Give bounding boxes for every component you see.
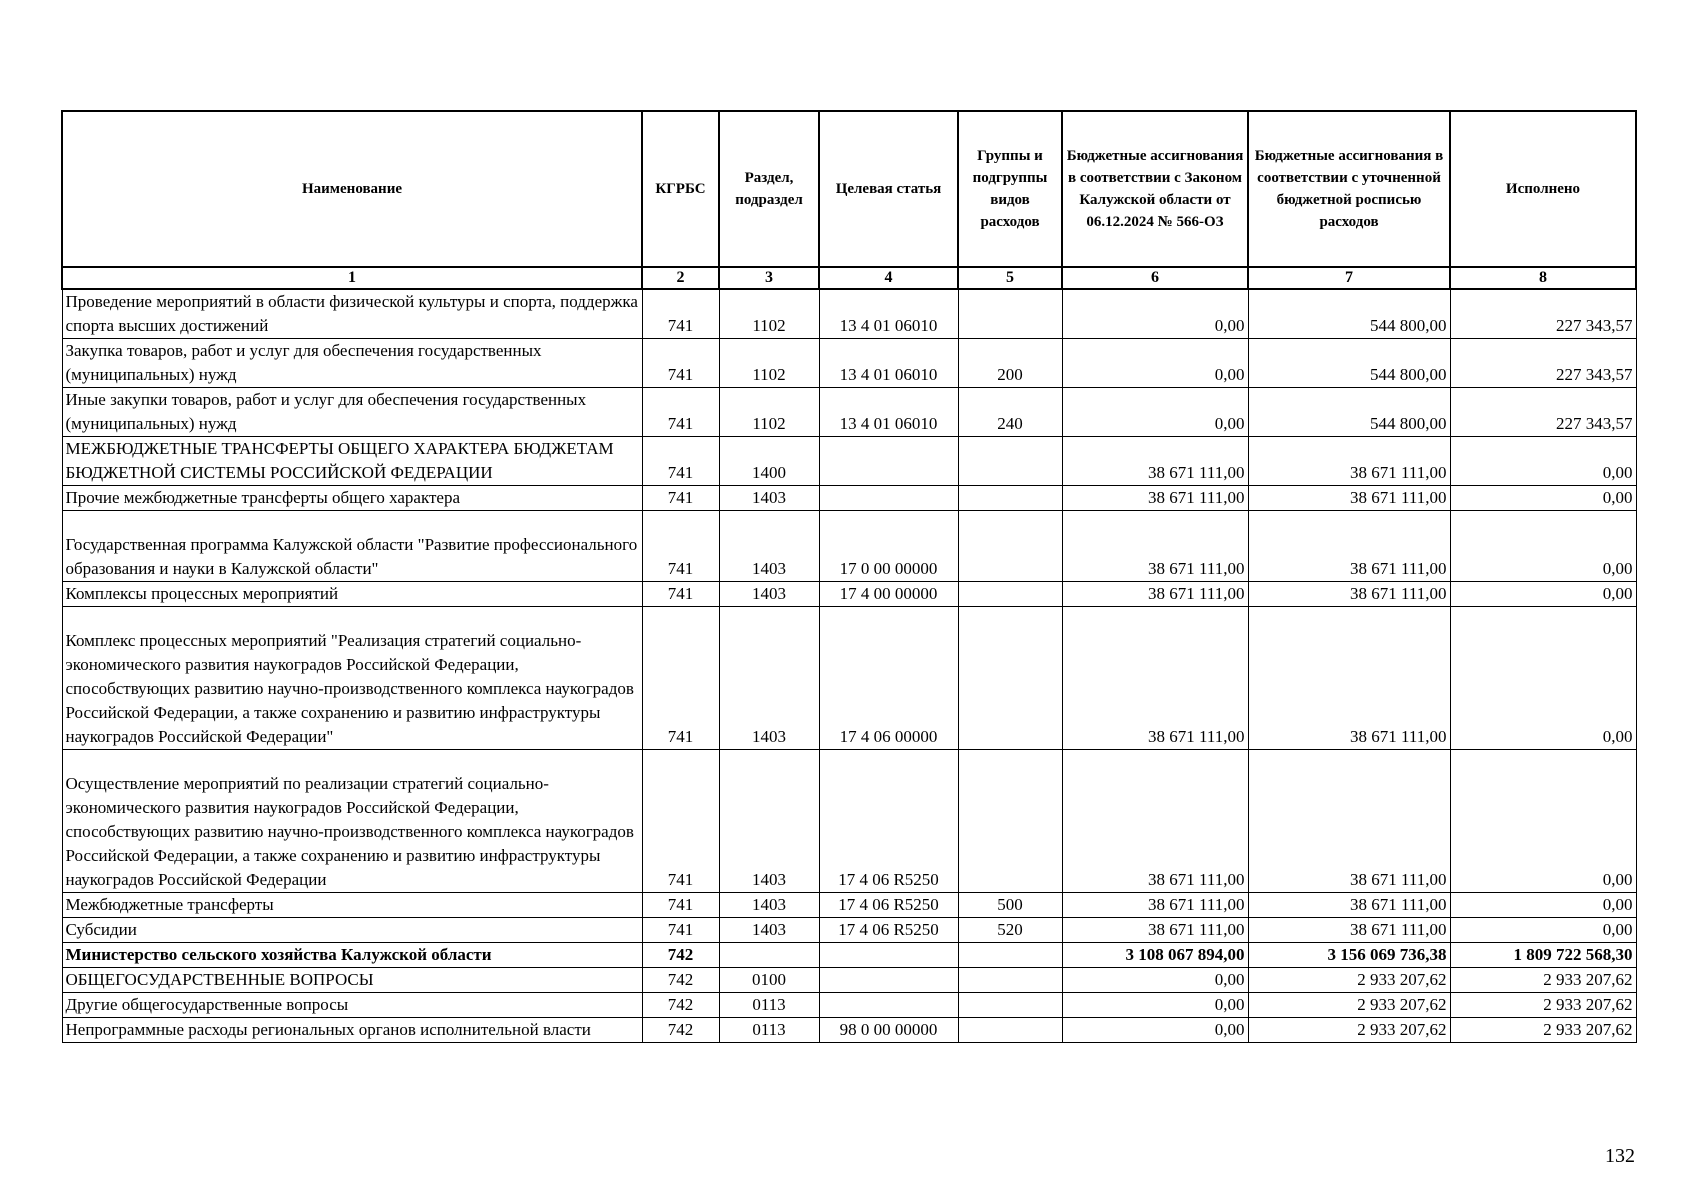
row-law-amount: 3 108 067 894,00: [1062, 943, 1248, 968]
row-name: Межбюджетные трансферты: [62, 893, 642, 918]
row-revised-amount: 2 933 207,62: [1248, 968, 1450, 993]
table-row: [62, 511, 1636, 582]
table-row: [62, 388, 1636, 437]
row-name: Прочие межбюджетные трансферты общего характера: [62, 486, 642, 511]
row-executed-amount: 1 809 722 568,30: [1450, 943, 1636, 968]
row-target-article: 98 0 00 00000: [819, 1018, 958, 1043]
table-row: [62, 943, 1636, 968]
row-kgrbs: 741: [642, 339, 719, 388]
page-number: 132: [1605, 1145, 1635, 1167]
row-section: [719, 943, 819, 968]
row-name: Государственная программа Калужской области "Развитие профессионального образования и науки в Калужской области": [62, 511, 642, 582]
row-expense-group: [958, 750, 1062, 893]
header-expense-groups: Группы и подгруппы видов расходов: [958, 111, 1062, 267]
row-executed-amount: 0,00: [1450, 486, 1636, 511]
row-section: 1403: [719, 582, 819, 607]
column-number-row: [62, 267, 1636, 289]
row-law-amount: 0,00: [1062, 993, 1248, 1018]
row-law-amount: 38 671 111,00: [1062, 582, 1248, 607]
row-section: 0100: [719, 968, 819, 993]
row-revised-amount: 2 933 207,62: [1248, 1018, 1450, 1043]
row-section: 1102: [719, 388, 819, 437]
header-revised-appropriations: Бюджетные ассигнования в соответствии с уточненной бюджетной росписью расходов: [1248, 111, 1450, 267]
row-revised-amount: 38 671 111,00: [1248, 437, 1450, 486]
row-section: 1403: [719, 893, 819, 918]
column-number: 3: [719, 267, 819, 289]
row-kgrbs: 742: [642, 943, 719, 968]
row-name: МЕЖБЮДЖЕТНЫЕ ТРАНСФЕРТЫ ОБЩЕГО ХАРАКТЕРА БЮДЖЕТАМ БЮДЖЕТНОЙ СИСТЕМЫ РОССИЙСКОЙ ФЕДЕРАЦИИ: [62, 437, 642, 486]
row-expense-group: 200: [958, 339, 1062, 388]
row-expense-group: [958, 511, 1062, 582]
row-name: Комплексы процессных мероприятий: [62, 582, 642, 607]
row-executed-amount: 2 933 207,62: [1450, 968, 1636, 993]
column-number: 7: [1248, 267, 1450, 289]
column-number: 1: [62, 267, 642, 289]
row-name: Иные закупки товаров, работ и услуг для обеспечения государственных (муниципальных) нужд: [62, 388, 642, 437]
table-row: [62, 339, 1636, 388]
row-law-amount: 38 671 111,00: [1062, 607, 1248, 750]
row-target-article: 17 4 06 R5250: [819, 893, 958, 918]
row-kgrbs: 741: [642, 750, 719, 893]
header-executed: Исполнено: [1450, 111, 1636, 267]
row-kgrbs: 742: [642, 1018, 719, 1043]
row-law-amount: 0,00: [1062, 289, 1248, 339]
table-row: [62, 918, 1636, 943]
row-executed-amount: 0,00: [1450, 582, 1636, 607]
row-kgrbs: 741: [642, 511, 719, 582]
row-kgrbs: 741: [642, 582, 719, 607]
row-name: Непрограммные расходы региональных органов исполнительной власти: [62, 1018, 642, 1043]
row-executed-amount: 227 343,57: [1450, 289, 1636, 339]
row-section: 1403: [719, 918, 819, 943]
table-row: [62, 486, 1636, 511]
row-name: Субсидии: [62, 918, 642, 943]
column-number: 8: [1450, 267, 1636, 289]
row-revised-amount: 38 671 111,00: [1248, 607, 1450, 750]
row-expense-group: [958, 437, 1062, 486]
row-expense-group: 240: [958, 388, 1062, 437]
row-revised-amount: 38 671 111,00: [1248, 750, 1450, 893]
row-law-amount: 0,00: [1062, 968, 1248, 993]
row-law-amount: 0,00: [1062, 1018, 1248, 1043]
row-section: 0113: [719, 993, 819, 1018]
row-name: Закупка товаров, работ и услуг для обеспечения государственных (муниципальных) нужд: [62, 339, 642, 388]
row-law-amount: 38 671 111,00: [1062, 750, 1248, 893]
row-target-article: 17 4 06 R5250: [819, 918, 958, 943]
row-law-amount: 38 671 111,00: [1062, 893, 1248, 918]
row-revised-amount: 38 671 111,00: [1248, 918, 1450, 943]
row-target-article: 17 4 06 R5250: [819, 750, 958, 893]
row-executed-amount: 0,00: [1450, 750, 1636, 893]
header-row: [62, 111, 1636, 267]
row-expense-group: [958, 993, 1062, 1018]
row-kgrbs: 741: [642, 388, 719, 437]
row-expense-group: [958, 607, 1062, 750]
row-target-article: 13 4 01 06010: [819, 388, 958, 437]
table-row: [62, 1018, 1636, 1043]
row-section: 1403: [719, 511, 819, 582]
row-executed-amount: 0,00: [1450, 511, 1636, 582]
row-revised-amount: 544 800,00: [1248, 339, 1450, 388]
row-executed-amount: 0,00: [1450, 893, 1636, 918]
row-kgrbs: 742: [642, 993, 719, 1018]
row-kgrbs: 741: [642, 437, 719, 486]
row-law-amount: 0,00: [1062, 339, 1248, 388]
row-name: Проведение мероприятий в области физической культуры и спорта, поддержка спорта высших достижений: [62, 289, 642, 339]
row-target-article: [819, 437, 958, 486]
row-target-article: 17 4 06 00000: [819, 607, 958, 750]
row-target-article: 17 0 00 00000: [819, 511, 958, 582]
table-row: [62, 607, 1636, 750]
row-name: Министерство сельского хозяйства Калужской области: [62, 943, 642, 968]
row-section: 1403: [719, 750, 819, 893]
row-executed-amount: 227 343,57: [1450, 339, 1636, 388]
budget-execution-table: [61, 110, 1637, 1043]
row-expense-group: 500: [958, 893, 1062, 918]
row-expense-group: [958, 943, 1062, 968]
column-number: 6: [1062, 267, 1248, 289]
header-section: Раздел, подраздел: [719, 111, 819, 267]
row-target-article: 13 4 01 06010: [819, 339, 958, 388]
row-law-amount: 0,00: [1062, 388, 1248, 437]
row-law-amount: 38 671 111,00: [1062, 918, 1248, 943]
column-number: 5: [958, 267, 1062, 289]
row-expense-group: [958, 486, 1062, 511]
row-kgrbs: 741: [642, 486, 719, 511]
row-kgrbs: 742: [642, 968, 719, 993]
row-executed-amount: 0,00: [1450, 918, 1636, 943]
row-target-article: 13 4 01 06010: [819, 289, 958, 339]
row-law-amount: 38 671 111,00: [1062, 511, 1248, 582]
row-section: 1403: [719, 607, 819, 750]
column-number: 2: [642, 267, 719, 289]
row-name: ОБЩЕГОСУДАРСТВЕННЫЕ ВОПРОСЫ: [62, 968, 642, 993]
row-name: Комплекс процессных мероприятий "Реализация стратегий социально-экономического развития наукоградов Российской Федерации, способствующих развитию научно-производственного комплекса наукоградов Российской Федерации, а также сохранению и развитию инфраструктуры наукоградов Российской Федерации": [62, 607, 642, 750]
row-kgrbs: 741: [642, 607, 719, 750]
row-kgrbs: 741: [642, 893, 719, 918]
row-target-article: [819, 486, 958, 511]
row-executed-amount: 2 933 207,62: [1450, 1018, 1636, 1043]
row-executed-amount: 0,00: [1450, 607, 1636, 750]
budget-table-container: [61, 110, 1635, 1043]
row-kgrbs: 741: [642, 289, 719, 339]
row-law-amount: 38 671 111,00: [1062, 437, 1248, 486]
row-section: 1400: [719, 437, 819, 486]
table-row: [62, 750, 1636, 893]
row-expense-group: [958, 1018, 1062, 1043]
row-target-article: [819, 943, 958, 968]
row-executed-amount: 0,00: [1450, 437, 1636, 486]
row-revised-amount: 3 156 069 736,38: [1248, 943, 1450, 968]
row-kgrbs: 741: [642, 918, 719, 943]
row-revised-amount: 38 671 111,00: [1248, 893, 1450, 918]
row-expense-group: [958, 582, 1062, 607]
row-revised-amount: 38 671 111,00: [1248, 486, 1450, 511]
row-target-article: 17 4 00 00000: [819, 582, 958, 607]
row-executed-amount: 227 343,57: [1450, 388, 1636, 437]
row-revised-amount: 38 671 111,00: [1248, 582, 1450, 607]
table-row: [62, 968, 1636, 993]
header-name: Наименование: [62, 111, 642, 267]
table-row: [62, 437, 1636, 486]
header-kgrbs: КГРБС: [642, 111, 719, 267]
row-name: Осуществление мероприятий по реализации стратегий социально-экономического развития наукоградов Российской Федерации, способствующих развитию научно-производственного комплекса наукоградов Российской Федерации, а также сохранению и развитию инфраструктуры наукоградов Российской Федерации: [62, 750, 642, 893]
row-target-article: [819, 968, 958, 993]
row-revised-amount: 38 671 111,00: [1248, 511, 1450, 582]
row-revised-amount: 544 800,00: [1248, 388, 1450, 437]
column-number: 4: [819, 267, 958, 289]
row-section: 1102: [719, 289, 819, 339]
row-section: 0113: [719, 1018, 819, 1043]
row-section: 1403: [719, 486, 819, 511]
row-section: 1102: [719, 339, 819, 388]
row-expense-group: [958, 968, 1062, 993]
table-row: [62, 289, 1636, 339]
row-executed-amount: 2 933 207,62: [1450, 993, 1636, 1018]
table-row: [62, 582, 1636, 607]
row-law-amount: 38 671 111,00: [1062, 486, 1248, 511]
row-expense-group: [958, 289, 1062, 339]
row-revised-amount: 544 800,00: [1248, 289, 1450, 339]
row-expense-group: 520: [958, 918, 1062, 943]
row-target-article: [819, 993, 958, 1018]
header-law-appropriations: Бюджетные ассигнования в соответствии с Законом Калужской области от 06.12.2024 № 566-ОЗ: [1062, 111, 1248, 267]
row-name: Другие общегосударственные вопросы: [62, 993, 642, 1018]
header-target-article: Целевая статья: [819, 111, 958, 267]
table-row: [62, 993, 1636, 1018]
row-revised-amount: 2 933 207,62: [1248, 993, 1450, 1018]
table-row: [62, 893, 1636, 918]
